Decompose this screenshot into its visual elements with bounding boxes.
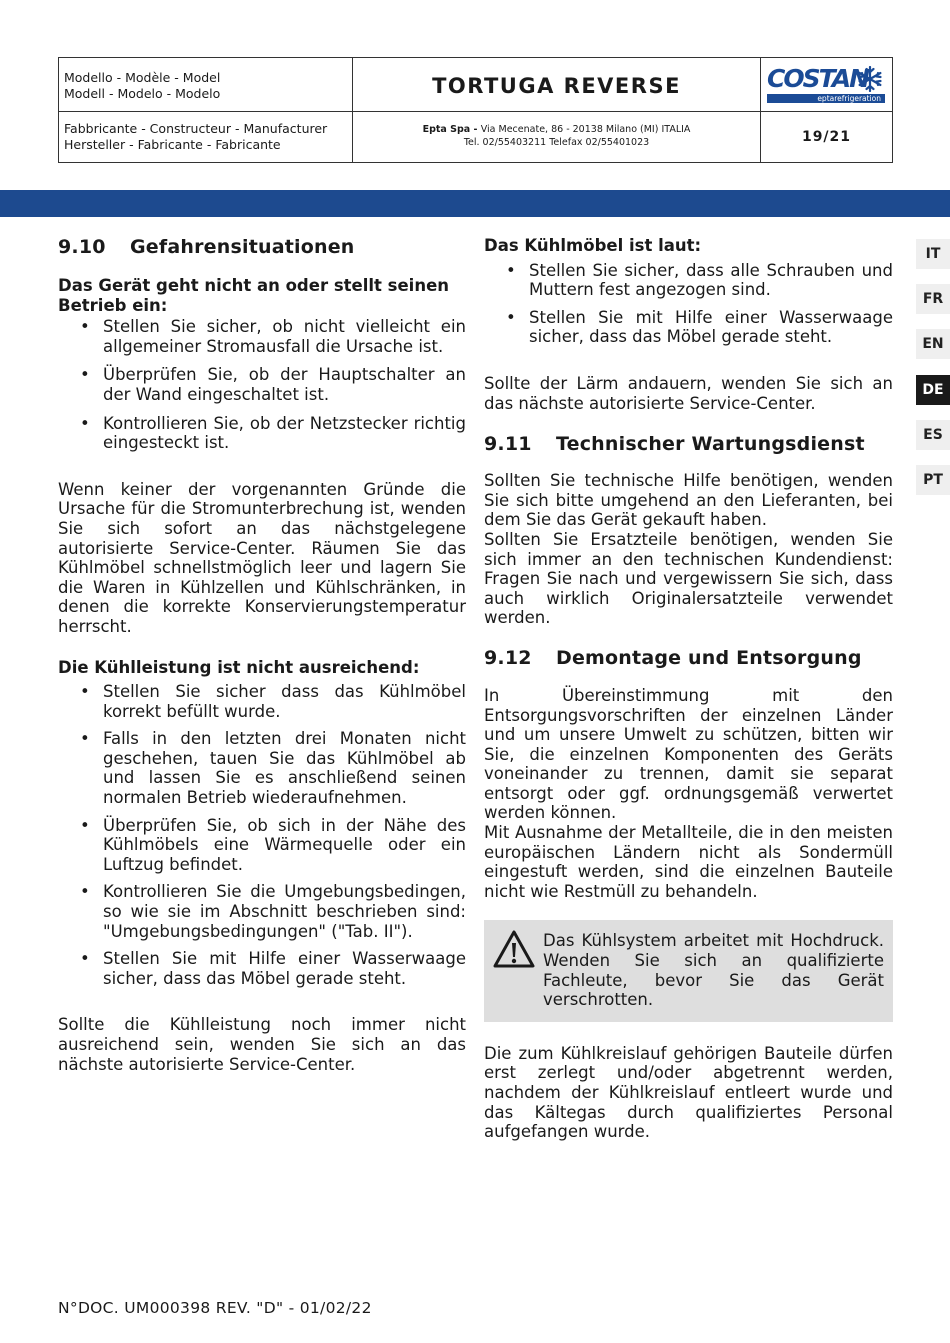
section-number: 9.11 <box>484 433 532 456</box>
paragraph-noise: Sollte der Lärm andauern, wenden Sie sich an das nächste autorisierte Service-Center. <box>484 373 893 413</box>
list-item: • Stellen Sie sicher dass das Kühlmöbel korrekt befüllt wurde. <box>58 682 466 721</box>
model-label <box>59 58 353 112</box>
lang-tab-pt[interactable]: PT <box>916 465 950 495</box>
list-item: • Überprüfen Sie, ob der Hauptschalter an der Wand eingeschaltet ist. <box>58 365 466 404</box>
manufacturer-label-line-1: Fabbricante - Constructeur - Manufacturer <box>64 121 328 136</box>
warning-box <box>484 920 893 1021</box>
header-band <box>0 190 950 217</box>
paragraph-disposal: In Übereinstimmung mit den Entsorgungsvorschriften der einzelnen Länder und um unsere Umwelt zu schützen, bitten wir Sie, die einzelnen Komponenten des Geräts voneinander zu trennen, damit sie separat entsorgt oder ggf. ordnungsgemäß verwertet werden können. <box>484 685 893 823</box>
paragraph-service-center: Sollte die Kühlleistung noch immer nicht ausreichend sein, wenden Sie sich an das nächste autorisierte Service-Center. <box>58 1015 466 1074</box>
paragraph-technical-help: Sollten Sie technische Hilfe benötigen, wenden Sie sich bitte umgehend an den Lieferanten, bei dem Sie das Gerät gekauft haben. <box>484 471 893 530</box>
section-heading-9-10 <box>58 236 466 258</box>
lang-tab-de[interactable]: DE <box>916 375 950 405</box>
list-item: • Stellen Sie mit Hilfe einer Wasserwaage sicher, dass das Möbel gerade steht. <box>58 949 466 988</box>
list-item: • Stellen Sie sicher, ob nicht vielleicht ein allgemeiner Stromausfall die Ursache ist. <box>58 317 466 356</box>
list-item: • Überprüfen Sie, ob sich in der Nähe des Kühlmöbels eine Wärmequelle oder ein Luftzug befindet. <box>58 816 466 875</box>
subheading-no-start: Das Gerät geht nicht an oder stellt seinen Betrieb ein: <box>58 276 450 315</box>
address-text: Via Mecenate, 86 - 20138 Milano (MI) ITALIA <box>480 124 691 135</box>
manufacturer-address <box>353 112 761 162</box>
lang-tab-es[interactable]: ES <box>916 420 950 450</box>
logo-subtitle: eptarefrigeration <box>767 94 885 103</box>
lang-tab-en[interactable]: EN <box>916 329 950 359</box>
lang-tab-fr[interactable]: FR <box>916 284 950 314</box>
section-heading-9-11 <box>484 433 893 455</box>
section-number: 9.12 <box>484 646 532 669</box>
logo-wordmark: COSTAN <box>767 64 868 93</box>
manufacturer-label-line-2: Hersteller - Fabricante - Fabricante <box>64 137 281 152</box>
list-item: • Falls in den letzten drei Monaten nicht geschehen, tauen Sie das Kühlmöbel ab und lassen Sie es anschließend seinen normalen Betrieb wiederaufnehmen. <box>58 729 466 807</box>
left-column <box>58 236 466 1074</box>
section-title: Technischer Wartungsdienst <box>556 433 865 456</box>
document-header <box>58 57 893 163</box>
list-item: • Kontrollieren Sie, ob der Netzstecker richtig eingesteckt ist. <box>58 414 466 453</box>
section-heading-9-12 <box>484 647 893 669</box>
right-column <box>484 236 893 1142</box>
lang-tab-it[interactable]: IT <box>916 239 950 269</box>
page-number: 19/21 <box>801 129 852 145</box>
costan-logo <box>767 65 885 105</box>
list-item: • Kontrollieren Sie die Umgebungsbedingen, so wie sie im Abschnitt beschrieben sind: "Umgebungsbedingungen" ("Tab. II"). <box>58 882 466 941</box>
list-item: • Stellen Sie mit Hilfe einer Wasserwaage sicher, dass das Möbel gerade steht. <box>484 308 893 347</box>
model-label-line-2: Modell - Modelo - Modelo <box>64 86 221 101</box>
snowflake-icon <box>857 66 883 92</box>
paragraph-power-outage: Wenn keiner der vorgenannten Gründe die Ursache für die Stromunterbrechung ist, wenden Sie sich sofort an das nächstgelegene autorisierte Service-Center. Räumen Sie das Kühlmöbel schnellstmöglich leer und lagern Sie die Waren in Kühlzellen und Kühlschränken, in denen die korrekte Konservierungstemperatur herrscht. <box>58 479 466 636</box>
checklist-cooling <box>58 682 466 988</box>
section-title: Gefahrensituationen <box>130 236 355 258</box>
subheading-noisy: Das Kühlmöbel ist laut: <box>484 236 702 255</box>
section-title: Demontage und Entsorgung <box>556 646 862 669</box>
section-number: 9.10 <box>58 236 106 258</box>
phone-text: Tel. 02/55403211 Telefax 02/55401023 <box>463 136 650 148</box>
list-item: • Stellen Sie sicher, dass alle Schrauben und Muttern fest angezogen sind. <box>484 261 893 300</box>
subheading-cooling-insufficient: Die Kühlleistung ist nicht ausreichend: <box>58 657 420 677</box>
manufacturer-label <box>59 112 353 162</box>
paragraph-refrigerant: Die zum Kühlkreislauf gehörigen Bauteile dürfen erst zerlegt und/oder abgetrennt werden, nachdem der Kühlkreislauf entleert wurde und das Kältegas durch qualifiziertes Personal aufgefangen wurde. <box>484 1043 893 1142</box>
paragraph-spare-parts: Sollten Sie Ersatzteile benötigen, wenden Sie sich immer an den technischen Kundendienst: Fragen Sie nach und vergewissern Sie sich, dass auch wirklich Originalersatzteile verwendet werden. <box>484 529 893 628</box>
checklist-no-start <box>58 317 466 453</box>
warning-triangle-icon <box>492 929 536 969</box>
checklist-noisy <box>484 261 893 347</box>
model-label-line-1: Modello - Modèle - Model <box>64 70 221 85</box>
warning-text: Das Kühlsystem arbeitet mit Hochdruck. Wenden Sie sich an qualifizierte Fachleute, bevor Sie das Gerät verschrotten. <box>543 931 884 1010</box>
company-name: Epta Spa - <box>422 124 481 135</box>
document-number: N°DOC. UM000398 REV. "D" - 01/02/22 <box>58 1299 372 1317</box>
paragraph-metal-parts: Mit Ausnahme der Metallteile, die in den meisten europäischen Ländern nicht als Sondermüll eingestuft werden, sind die einzelnen Bauteile nicht wie Restmüll zu behandeln. <box>484 823 893 901</box>
brand-logo-cell <box>761 58 892 112</box>
model-title: TORTUGA REVERSE <box>353 58 761 112</box>
